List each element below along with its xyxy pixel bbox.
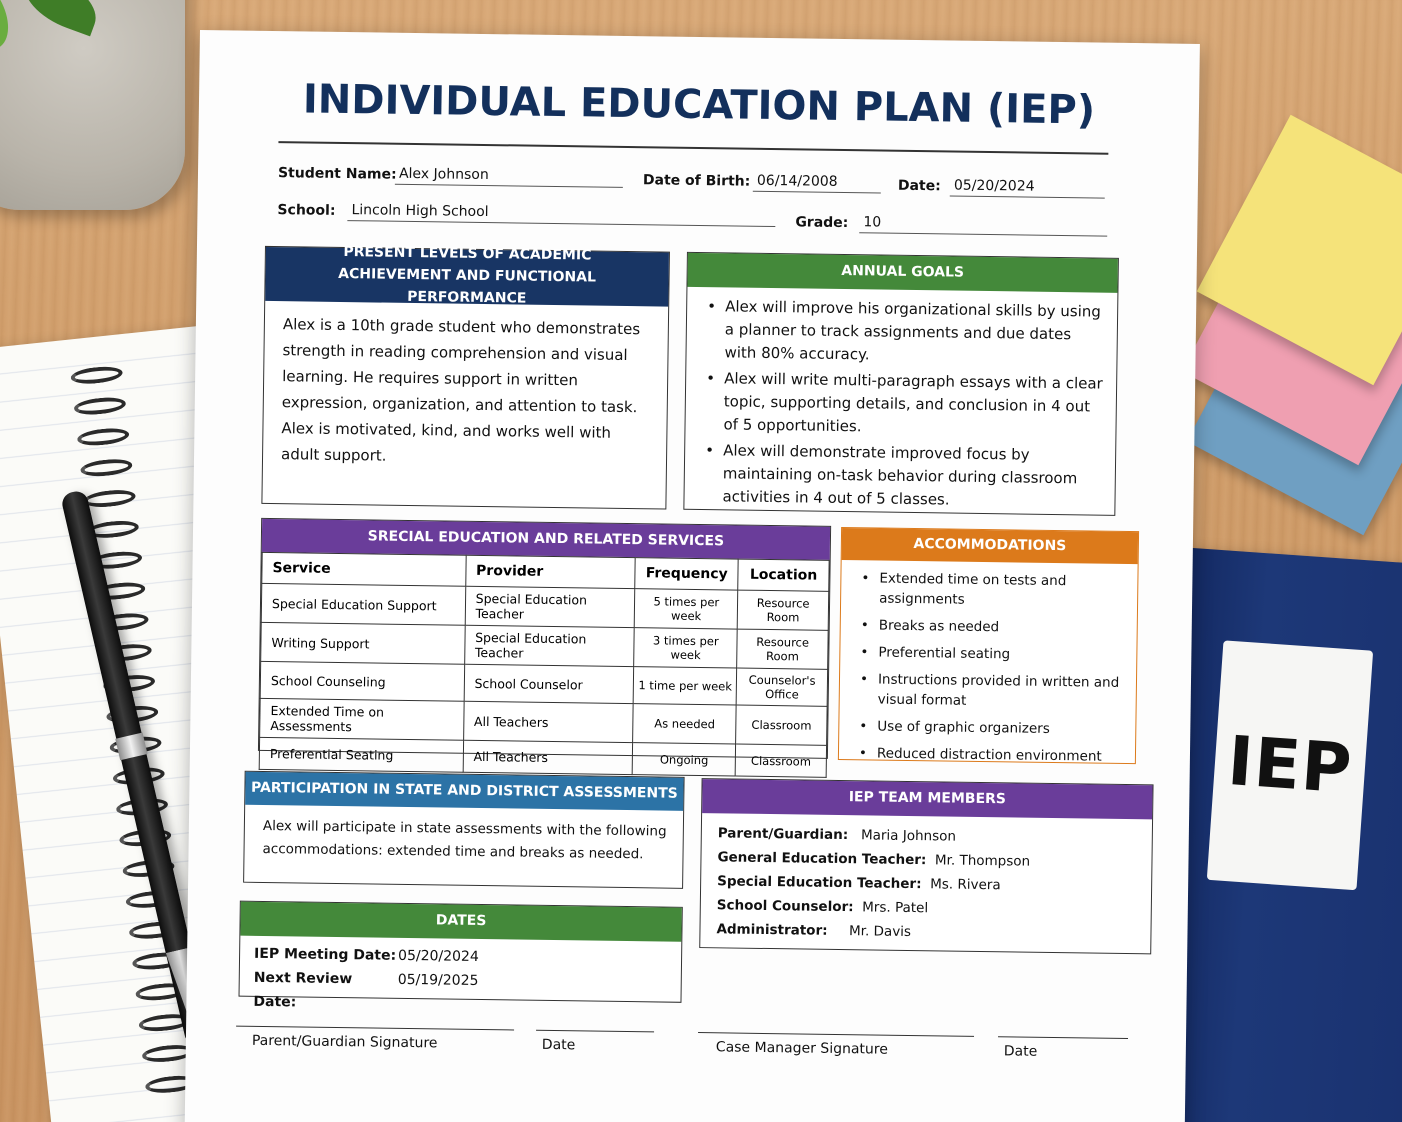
- team-name: Ms. Rivera: [930, 876, 1001, 894]
- annual-goals-heading: ANNUAL GOALS: [687, 253, 1117, 293]
- service-cell: Special Education Support: [261, 583, 465, 625]
- annual-goals-section: [683, 252, 1119, 516]
- signature-rule: [998, 1036, 1128, 1039]
- grade-value: 10: [859, 214, 1107, 236]
- team-list: [700, 813, 1152, 947]
- case-manager-signature-line[interactable]: [698, 1032, 974, 1059]
- assessments-section: [243, 771, 685, 889]
- review-date-label: Next Review Date:: [253, 969, 353, 1011]
- date-field: [898, 177, 1108, 197]
- team-name: Mrs. Patel: [862, 899, 929, 917]
- signature-rule: [698, 1032, 974, 1037]
- annual-goals-list: [684, 287, 1117, 514]
- accommodations-list: [839, 560, 1138, 767]
- goal-item: • Alex will improve his organizational skills by using a planner to track assignments and due dates with 80% accuracy.: [704, 295, 1105, 370]
- present-levels-section: [261, 246, 670, 510]
- school-value: Lincoln High School: [347, 202, 775, 227]
- plant-pot: [0, 0, 185, 210]
- case-manager-signature-label: Case Manager Signature: [715, 1039, 889, 1058]
- review-date-row: [253, 966, 667, 1020]
- location-cell: Resource Room: [737, 590, 828, 630]
- dob-value: 06/14/2008: [753, 173, 881, 194]
- frequency-cell: 5 times per week: [635, 589, 738, 629]
- parent-signature-label: Parent/Guardian Signature: [251, 1032, 438, 1052]
- accommodation-item: • Preferential seating: [858, 642, 1124, 666]
- team-role: Administrator:: [716, 921, 828, 939]
- present-levels-heading: PRESENT LEVELS OF ACADEMIC ACHIEVEMENT AND FUNCTIONAL PERFORMANCE: [265, 247, 669, 307]
- accommodation-item: • Extended time on tests and assignments: [859, 568, 1126, 612]
- dob-label: Date of Birth:: [642, 172, 751, 190]
- location-cell: Resource Room: [737, 629, 828, 669]
- case-manager-date-line[interactable]: [998, 1036, 1128, 1061]
- provider-cell: All Teachers: [463, 701, 633, 742]
- location-cell: Counselor's Office: [736, 668, 827, 706]
- spiral-ring: [80, 457, 133, 478]
- spiral-ring: [73, 395, 126, 416]
- accommodations-section: [838, 527, 1139, 764]
- title-divider: [278, 141, 1108, 155]
- dates-heading: DATES: [240, 902, 681, 942]
- case-manager-date-label: Date: [1003, 1043, 1038, 1060]
- team-role: Special Education Teacher:: [717, 873, 922, 893]
- student-name-value: Alex Johnson: [395, 166, 623, 188]
- team-name: Mr. Thompson: [934, 852, 1031, 870]
- services-table: [259, 552, 830, 778]
- pen-band: [115, 733, 147, 761]
- frequency-cell: 3 times per week: [634, 628, 737, 668]
- column-header-location: Location: [738, 559, 829, 591]
- meeting-date-value: 05/20/2024: [397, 947, 479, 965]
- frequency-cell: Ongoing: [632, 743, 735, 776]
- column-header-frequency: Frequency: [635, 558, 738, 590]
- parent-signature-line[interactable]: [236, 1026, 514, 1053]
- team-name: Maria Johnson: [860, 827, 957, 845]
- review-date-value: 05/19/2025: [397, 971, 479, 989]
- goal-item: • Alex will demonstrate improved focus by maintaining on-task behavior during classroom activities in 4 out of 5 classes.: [702, 439, 1103, 514]
- present-levels-text: Alex is a 10th grade student who demonstrates strength in reading comprehension and visual learning. He requires support in written expression, organization, and attention to task. Alex is motivated, kind, and works well with adult support.: [280, 315, 641, 465]
- plant-leaf: [0, 0, 21, 53]
- document-title: INDIVIDUAL EDUCATION PLAN (IEP): [302, 76, 1096, 134]
- meeting-date-label: IEP Meeting Date:: [253, 945, 397, 964]
- team-role: School Counselor:: [716, 897, 854, 916]
- school-label: School:: [277, 202, 336, 219]
- school-field: [277, 201, 777, 225]
- accommodation-item: • Reduced distraction environment: [857, 743, 1123, 767]
- services-section: [258, 518, 831, 769]
- frequency-cell: As needed: [633, 704, 736, 744]
- team-name: Mr. Davis: [848, 923, 912, 941]
- team-member: [716, 917, 1134, 947]
- frequency-cell: 1 time per week: [633, 667, 736, 705]
- spiral-ring: [83, 488, 136, 509]
- accommodation-item: • Use of graphic organizers: [857, 716, 1123, 740]
- parent-date-line[interactable]: [536, 1030, 654, 1055]
- provider-cell: Special Education Teacher: [465, 586, 635, 627]
- student-name-label: Student Name:: [277, 165, 397, 183]
- assessments-heading: PARTICIPATION IN STATE AND DISTRICT ASSESSMENTS: [245, 772, 683, 811]
- team-heading: IEP TEAM MEMBERS: [702, 779, 1152, 819]
- accommodations-heading: ACCOMMODATIONS: [842, 528, 1138, 564]
- team-section: [699, 778, 1153, 954]
- location-cell: Classroom: [735, 744, 826, 777]
- location-cell: Classroom: [736, 705, 827, 745]
- sticky-notes: [1212, 120, 1402, 500]
- iep-document: [185, 30, 1200, 1122]
- dates-list: [239, 936, 681, 1020]
- signature-rule: [236, 1026, 514, 1031]
- grade-field: [795, 213, 1108, 234]
- provider-cell: All Teachers: [463, 740, 633, 774]
- services-heading: SRECIAL EDUCATION AND RELATED SERVICES: [262, 519, 830, 560]
- binder-label: [1207, 640, 1373, 890]
- dates-section: [239, 901, 683, 1011]
- accommodation-item: • Breaks as needed: [859, 615, 1125, 639]
- assessments-text: Alex will participate in state assessments with the following accommodations: extended time and breaks as needed.: [262, 817, 667, 863]
- service-cell: Extended Time on Assessments: [260, 698, 464, 740]
- binder-label-text: IEP: [1225, 721, 1355, 810]
- service-cell: Writing Support: [261, 622, 465, 664]
- spiral-ring: [76, 426, 129, 447]
- grade-label: Grade:: [795, 214, 849, 232]
- service-cell: Preferential Seating: [259, 737, 463, 772]
- dob-field: [643, 171, 883, 191]
- date-value: 05/20/2024: [950, 177, 1105, 198]
- column-header-service: Service: [262, 552, 466, 586]
- parent-date-label: Date: [541, 1036, 576, 1054]
- plant-leaf: [15, 0, 105, 36]
- signature-rule: [536, 1030, 654, 1033]
- goal-item: • Alex will write multi-paragraph essays with a clear topic, supporting details, and conclusion in 4 out of 5 opportunities.: [703, 367, 1104, 442]
- provider-cell: School Counselor: [464, 664, 634, 703]
- team-role: Parent/Guardian:: [717, 825, 849, 844]
- student-name-field: [278, 164, 623, 186]
- team-role: General Education Teacher:: [717, 849, 927, 869]
- provider-cell: Special Education Teacher: [464, 625, 634, 666]
- column-header-provider: Provider: [465, 555, 635, 588]
- date-label: Date:: [897, 177, 941, 195]
- service-cell: School Counseling: [260, 661, 464, 701]
- accommodation-item: • Instructions provided in written and visual format: [858, 669, 1125, 713]
